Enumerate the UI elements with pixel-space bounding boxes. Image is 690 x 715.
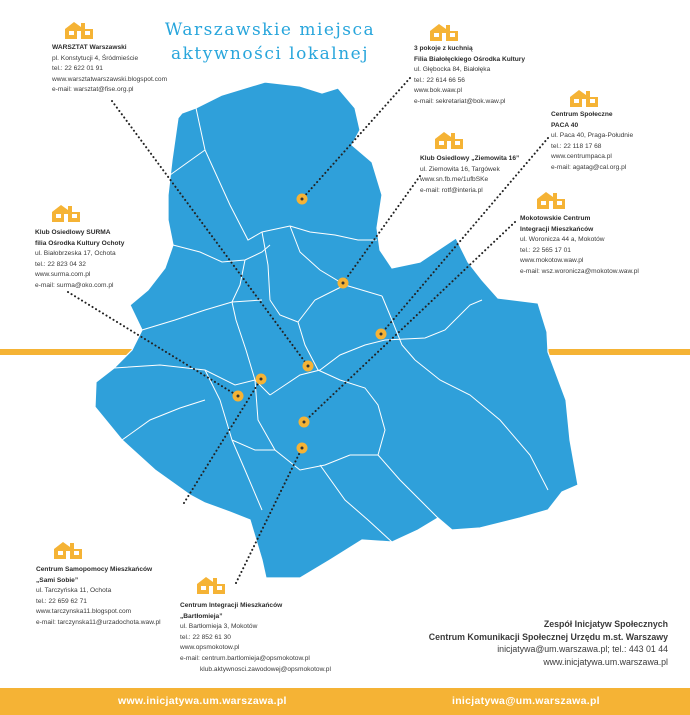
house-icon bbox=[535, 190, 567, 210]
house-icon bbox=[428, 22, 460, 42]
place-3-pokoje bbox=[414, 44, 525, 108]
place-name: Mokotowskie Centrum bbox=[520, 215, 591, 222]
place-email: e-mail: centrum.bartlomieja@opsmokotow.pl bbox=[180, 654, 310, 662]
place-address: ul. Głębocka 84, Białołęka bbox=[414, 66, 491, 74]
footer-website-link[interactable]: www.inicjatywa.um.warszawa.pl bbox=[118, 695, 287, 707]
map-title-line-2: aktywności lokalnej bbox=[170, 44, 370, 64]
team-website: www.inicjatywa.um.warszawa.pl bbox=[543, 656, 668, 667]
team-department: Centrum Komunikacji Społecznej Urzędu m.st. Warszawy bbox=[428, 631, 668, 642]
place-surma bbox=[35, 228, 124, 292]
place-website: www.warsztatwarszawski.blogspot.com bbox=[52, 75, 168, 83]
place-website: www.opsmokotow.pl bbox=[180, 644, 240, 652]
place-name-line-2: Integracji Mieszkańców bbox=[520, 225, 594, 233]
place-email: e-mail: surma@oko.com.pl bbox=[35, 281, 114, 289]
place-mokotowskie-centrum bbox=[520, 214, 639, 278]
place-paca-40 bbox=[551, 110, 633, 174]
team-contact bbox=[429, 618, 668, 668]
place-name: 3 pokoje z kuchnią bbox=[414, 45, 473, 52]
place-name-line-2: „Sami Sobie” bbox=[36, 576, 79, 584]
place-bartlomieja bbox=[180, 601, 331, 675]
place-name: Klub Osiedlowy SURMA bbox=[35, 229, 111, 236]
place-email: e-mail: sekretariat@bok.waw.pl bbox=[414, 97, 506, 105]
house-icon bbox=[50, 203, 82, 223]
place-email: e-mail: warsztat@fise.org.pl bbox=[52, 86, 134, 94]
place-address: ul. Paca 40, Praga-Południe bbox=[551, 132, 634, 140]
map-title-line-1: Warszawskie miejsca bbox=[164, 20, 376, 40]
location-dot-center bbox=[237, 395, 240, 398]
place-name: Klub Osiedlowy „Ziemowita 16” bbox=[420, 155, 520, 162]
place-address: ul. Ziemowita 16, Targówek bbox=[420, 165, 500, 173]
location-dot-center bbox=[303, 421, 306, 424]
place-phone: tel.: 22 614 66 56 bbox=[414, 76, 465, 84]
place-name-line-2: Filia Białołęckiego Ośrodka Kultury bbox=[414, 55, 526, 63]
place-phone: tel.: 22 852 61 30 bbox=[180, 633, 231, 641]
house-icon bbox=[63, 20, 95, 40]
dotted-connector bbox=[236, 448, 302, 583]
house-icon bbox=[195, 575, 227, 595]
team-email-phone: inicjatywa@um.warszawa.pl; tel.: 443 01 44 bbox=[497, 644, 668, 654]
place-address: ul. Bartłomieja 3, Mokotów bbox=[180, 623, 258, 631]
place-email: e-mail: agatag@cal.org.pl bbox=[551, 163, 627, 171]
place-website: www.sn.fb.me/1ufbSKe bbox=[420, 176, 489, 184]
footer-email-link[interactable]: inicjatywa@um.warszawa.pl bbox=[452, 695, 600, 707]
dotted-connector bbox=[343, 176, 420, 283]
place-name-line-2: filia Ośrodka Kultury Ochoty bbox=[35, 239, 125, 247]
place-name: WARSZTAT Warszawski bbox=[52, 44, 127, 51]
dotted-connector bbox=[302, 78, 410, 199]
house-icon bbox=[433, 130, 465, 150]
place-warsztat bbox=[52, 43, 167, 96]
location-dot-center bbox=[260, 378, 263, 381]
place-email-2: klub.aktywnosci.zawodowej@opsmokotow.pl bbox=[200, 665, 331, 673]
place-email: e-mail: tarczynska11@urzadochota.waw.pl bbox=[36, 618, 161, 626]
place-phone: tel.: 22 118 17 68 bbox=[551, 142, 602, 150]
place-address: ul. Tarczyńska 11, Ochota bbox=[36, 587, 112, 595]
location-dot-center bbox=[301, 447, 304, 450]
location-dot-center bbox=[307, 365, 310, 368]
place-address: ul. Białobrzeska 17, Ochota bbox=[35, 250, 116, 258]
house-icon bbox=[52, 540, 84, 560]
place-website: www.centrumpaca.pl bbox=[551, 153, 612, 161]
place-name: Centrum Integracji Mieszkańców bbox=[180, 602, 283, 609]
place-website: www.tarczynska11.blogspot.com bbox=[36, 608, 132, 616]
place-address: pl. Konstytucji 4, Śródmieście bbox=[52, 54, 139, 62]
place-phone: tel.: 22 659 62 71 bbox=[36, 597, 87, 605]
place-name-line-2: PACA 40 bbox=[551, 121, 579, 129]
place-website: www.mokotow.waw.pl bbox=[520, 257, 584, 265]
dotted-connector bbox=[304, 222, 515, 422]
place-name: Centrum Społeczne bbox=[551, 111, 613, 118]
place-phone: tel.: 22 823 04 32 bbox=[35, 260, 86, 268]
place-email: e-mail: rotf@interia.pl bbox=[420, 186, 483, 194]
place-name: Centrum Samopomocy Mieszkańców bbox=[36, 566, 153, 573]
place-website: www.bok.waw.pl bbox=[414, 87, 463, 95]
location-dot-center bbox=[342, 282, 345, 285]
place-phone: tel.: 22 565 17 01 bbox=[520, 246, 571, 254]
place-name-line-2: „Bartłomieja” bbox=[180, 612, 223, 620]
location-dot-center bbox=[380, 333, 383, 336]
dotted-connector bbox=[184, 379, 261, 503]
place-email: e-mail: wsz.woronicza@mokotow.waw.pl bbox=[520, 267, 639, 275]
dotted-connector bbox=[68, 292, 238, 396]
location-dot-center bbox=[301, 198, 304, 201]
house-icon bbox=[568, 88, 600, 108]
place-address: ul. Woronicza 44 a, Mokotów bbox=[520, 236, 605, 244]
place-phone: tel.: 22 622 01 91 bbox=[52, 65, 103, 73]
place-website: www.surma.com.pl bbox=[35, 271, 91, 279]
team-name: Zespół Inicjatyw Społecznych bbox=[543, 619, 668, 629]
place-sami-sobie bbox=[36, 565, 161, 629]
dotted-connector bbox=[112, 101, 308, 366]
place-ziemowita-16 bbox=[420, 154, 519, 196]
footer-bar bbox=[0, 688, 690, 715]
